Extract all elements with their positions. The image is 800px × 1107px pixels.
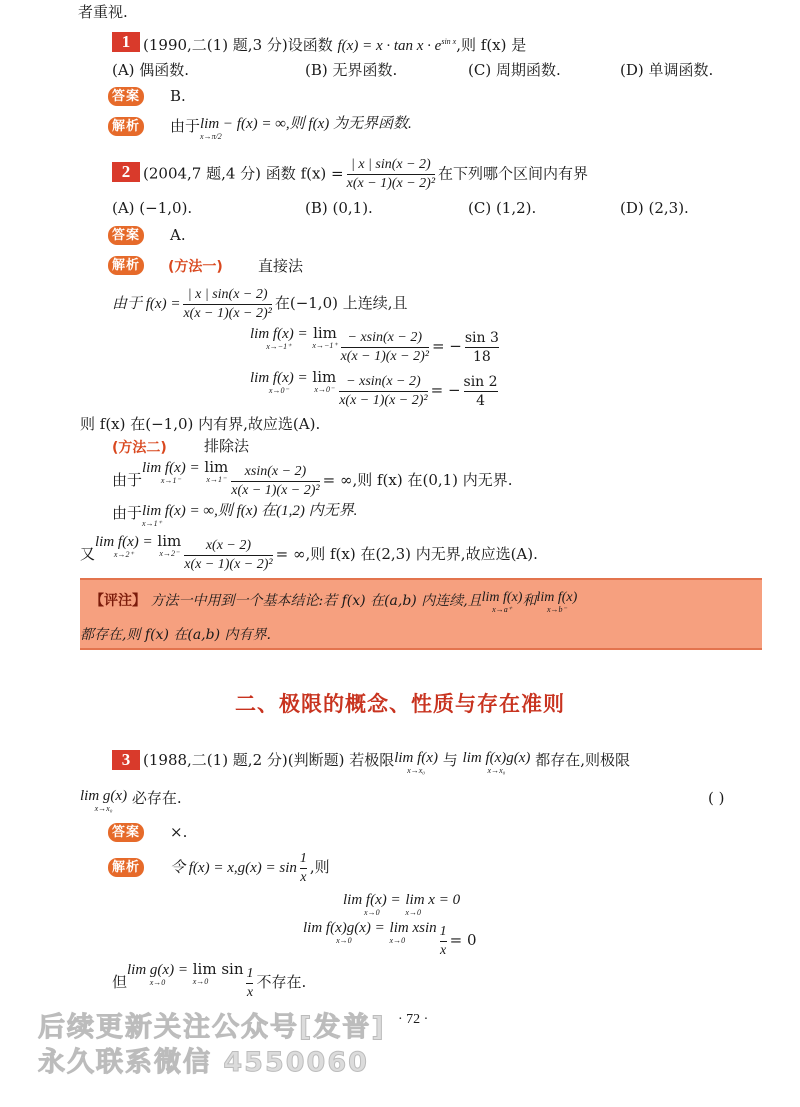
q1-analysis: [170, 116, 412, 141]
note-line-1: [90, 590, 577, 614]
q2-m2-l3-mid-sub: x→2⁻: [159, 549, 180, 558]
q2-m2-l2-lim-sub: x→1⁺: [142, 519, 162, 528]
watermark-line-1: 后续更新关注公众号[发普]: [38, 1012, 386, 1043]
q2-header: [143, 156, 588, 190]
q2-m2-l1-den: x(x − 1)(x − 2)²: [231, 482, 320, 498]
q2-m2-line2: [112, 503, 357, 528]
note-label: 【评注】: [90, 593, 146, 609]
q2-answer: A.: [170, 226, 186, 244]
q1-analysis-pre: 由于: [170, 117, 201, 135]
q3-eq2-num: 1: [439, 923, 447, 939]
watermark-line-2: 永久联系微信 4550060: [38, 1047, 369, 1078]
note-and: 和: [522, 593, 537, 609]
q2-method2-label: (方法二): [112, 440, 167, 456]
q3-and: 与: [442, 751, 458, 769]
q3-last-mid-sub: x→0: [192, 977, 209, 986]
q2-m1-eq1-eq: = −: [431, 337, 462, 355]
q3-eq2-lhs: lim f(x)g(x) =: [303, 920, 385, 936]
q2-m2-l3-pre: 又: [80, 545, 96, 563]
q3-eq1-lhs-sub: x→0: [364, 908, 380, 917]
q2-frac-numerator: | x | sin(x − 2): [350, 157, 431, 172]
q1-formula-exponent: sin x: [441, 37, 457, 46]
q2-answer-badge: 答案: [108, 226, 144, 245]
q2-m2-l2-pre: 由于: [112, 504, 143, 522]
q2-m1-eq2-eq: = −: [430, 381, 461, 399]
q2-m1-eq1-lhs-sub: x→−1⁺: [266, 342, 292, 351]
q3-eq2-post: = 0: [449, 931, 477, 949]
note-box: [80, 578, 762, 650]
q3-header: [143, 750, 630, 775]
q2-method1-label: (方法一): [168, 259, 223, 275]
continued-text: 者重视.: [78, 3, 128, 21]
q1-analysis-main: lim − f(x) = ∞,则 f(x) 为无界函数.: [200, 116, 412, 132]
q2-m2-line3: [80, 534, 538, 574]
q2-m1-eq1-den: x(x − 1)(x − 2)²: [340, 348, 429, 364]
q3-eq2-lhs-sub: x→0: [336, 936, 352, 945]
q3-a-l1-den: x: [300, 869, 307, 885]
q3-answer: ×.: [170, 823, 188, 841]
q2-m1-eq1-lim: lim: [313, 324, 337, 342]
note-lim1: lim f(x): [481, 590, 523, 605]
q2-m2-l3-lim: lim f(x) =: [95, 534, 153, 550]
q2-m1-eq2-lhs: lim f(x) =: [250, 370, 308, 386]
q2-m2-l3-den: x(x − 1)(x − 2)²: [184, 556, 273, 572]
q1-analysis-badge: 解析: [108, 117, 144, 136]
q3-last-lim-sub: x→0: [149, 978, 166, 987]
q3-last-den: x: [246, 984, 254, 1000]
q2-m1-line1-post: 在(−1,0) 上连续,且: [274, 294, 408, 312]
q2-m1-eq1: [250, 326, 502, 366]
q1-answer: B.: [170, 87, 186, 105]
q2-m2-l3-mid: lim: [157, 532, 182, 550]
q2-m1-line1-pre: 由于 f(x) =: [112, 296, 181, 312]
q2-m1-eq2-den: x(x − 1)(x − 2)²: [339, 392, 428, 408]
q3-lim2-sub: x→x₀: [487, 766, 506, 775]
q2-m1-eq1-lhs: lim f(x) =: [250, 326, 308, 342]
q3-last-mid: lim sin: [192, 960, 244, 978]
q1-option-d: (D) 单调函数.: [620, 61, 714, 79]
question-number-3: 3: [112, 750, 140, 770]
note-lim1-sub: x→a⁺: [492, 605, 512, 614]
q3-line2-lim-sub: x→x₀: [94, 804, 113, 813]
q2-option-a: (A) (−1,0).: [112, 199, 193, 217]
q3-eq1: [343, 892, 460, 917]
q3-lim2: lim f(x)g(x): [462, 750, 531, 766]
q2-m2-line1: [112, 460, 513, 500]
q2-m1-conclusion: 则 f(x) 在(−1,0) 内有界,故应选(A).: [80, 415, 321, 433]
q3-last-num: 1: [246, 965, 254, 981]
section-title: 二、极限的概念、性质与存在准则: [235, 692, 565, 716]
q1-answer-badge: 答案: [108, 87, 144, 106]
q3-lim1: lim f(x): [394, 750, 438, 766]
q2-m2-l1-pre: 由于: [112, 471, 143, 489]
q3-answer-blank: ( ): [708, 789, 725, 807]
q3-header-tail: 都存在,则极限: [535, 751, 630, 769]
q2-header-tail: 在下列哪个区间内有界: [438, 164, 589, 183]
q3-eq1-rhs-sub: x→0: [405, 908, 421, 917]
q3-eq2-den: x: [440, 942, 447, 958]
q3-eq1-lhs: lim f(x) =: [343, 892, 401, 908]
q1-header: [143, 32, 526, 56]
note-line1-text: 方法一中用到一个基本结论:若 f(x) 在(a,b) 内连续,且: [150, 593, 482, 609]
q2-m1-eq2-num: − xsin(x − 2): [346, 373, 421, 389]
page-number: · 72 ·: [398, 1012, 429, 1027]
q2-method2-name: 排除法: [204, 437, 250, 455]
q2-m1-frac-numerator: | x | sin(x − 2): [187, 286, 268, 302]
q3-eq2-rhs: lim xsin: [389, 920, 437, 936]
question-number-1: 1: [112, 32, 140, 52]
q2-m1-line1: [112, 285, 408, 321]
q2-m1-eq1-res-num: sin 3: [464, 329, 499, 346]
q2-m2-l2-lim: lim f(x) = ∞,则 f(x) 在(1,2) 内无界.: [142, 503, 358, 519]
q3-line2-lim: lim g(x): [80, 788, 128, 804]
q3-eq2-rhs-sub: x→0: [389, 936, 406, 945]
q2-option-b: (B) (0,1).: [305, 199, 373, 217]
q3-analysis-line1: [170, 848, 330, 886]
q2-m1-eq1-lim-sub: x→−1⁺: [312, 341, 338, 350]
question-number-2: 2: [112, 162, 140, 182]
q2-method1-name: 直接法: [258, 257, 304, 275]
q2-header-source: (2004,7 题,4 分) 函数 f(x) =: [143, 164, 344, 183]
q2-m2-l1-mid-sub: x→1⁻: [206, 475, 227, 484]
q3-analysis-badge: 解析: [108, 858, 144, 877]
q3-lim1-sub: x→x₀: [407, 766, 426, 775]
q3-a-l1: 令 f(x) = x,g(x) = sin: [170, 860, 297, 876]
q2-m1-eq2-res-den: 4: [464, 391, 498, 410]
q3-last-pre: 但: [112, 973, 128, 991]
q3-eq1-rhs: lim x = 0: [405, 892, 461, 908]
q3-last-post: 不存在.: [256, 973, 307, 991]
q2-m2-l3-num: x(x − 2): [205, 537, 252, 553]
q3-line2: [80, 788, 182, 813]
q2-m1-frac-denominator: x(x − 1)(x − 2)²: [183, 305, 272, 321]
q2-option-c: (C) (1,2).: [468, 199, 537, 217]
q1-option-b: (B) 无界函数.: [305, 61, 398, 79]
q1-formula: f(x) = x · tan x · e: [337, 38, 442, 54]
q3-header-source: (1988,二(1) 题,2 分)(判断题) 若极限: [143, 751, 395, 769]
q2-m2-l1-post: = ∞,则 f(x) 在(0,1) 内无界.: [322, 471, 513, 489]
q2-m2-l1-num: xsin(x − 2): [244, 463, 307, 479]
q3-last-lim: lim g(x) =: [127, 962, 188, 978]
q1-option-c: (C) 周期函数.: [468, 61, 561, 79]
q2-m1-eq1-res-den: 18: [465, 347, 499, 366]
q1-analysis-lim-sub: x→π/2: [200, 132, 222, 141]
q2-m2-l1-mid: lim: [204, 458, 229, 476]
q2-analysis-badge: 解析: [108, 256, 144, 275]
q2-m1-eq2-lim: lim: [312, 368, 337, 386]
q2-m1-eq2: [250, 370, 501, 410]
note-lim2-sub: x→b⁻: [547, 605, 567, 614]
q1-option-a: (A) 偶函数.: [112, 61, 190, 79]
q2-m2-l1-lim-sub: x→1⁻: [160, 476, 181, 485]
q2-m1-eq2-res-num: sin 2: [463, 373, 498, 390]
q2-option-d: (D) (2,3).: [620, 199, 689, 217]
q2-frac-denominator: x(x − 1)(x − 2)²: [346, 176, 436, 191]
q2-m1-eq2-lim-sub: x→0⁻: [314, 385, 335, 394]
q2-m2-l3-lim-sub: x→2⁺: [113, 550, 134, 559]
q2-m1-eq1-num: − xsin(x − 2): [347, 329, 422, 345]
q3-eq2: [303, 920, 477, 960]
note-lim2: lim f(x): [536, 590, 578, 605]
q3-a-l1-post: ,则: [309, 858, 330, 876]
q1-header-source: (1990,二(1) 题,3 分)设函数: [143, 36, 338, 54]
q3-answer-badge: 答案: [108, 823, 144, 842]
q3-line2-post: 必存在.: [131, 789, 182, 807]
q3-last-line: [112, 962, 306, 1002]
q3-a-l1-num: 1: [299, 850, 307, 866]
q2-m2-l3-post: = ∞,则 f(x) 在(2,3) 内无界,故应选(A).: [275, 545, 538, 563]
note-line-2: 都存在,则 f(x) 在(a,b) 内有界.: [80, 627, 271, 643]
q1-header-tail: ,则 f(x) 是: [456, 36, 527, 54]
q2-m1-eq2-lhs-sub: x→0⁻: [268, 386, 289, 395]
q2-m2-l1-lim: lim f(x) =: [142, 460, 200, 476]
